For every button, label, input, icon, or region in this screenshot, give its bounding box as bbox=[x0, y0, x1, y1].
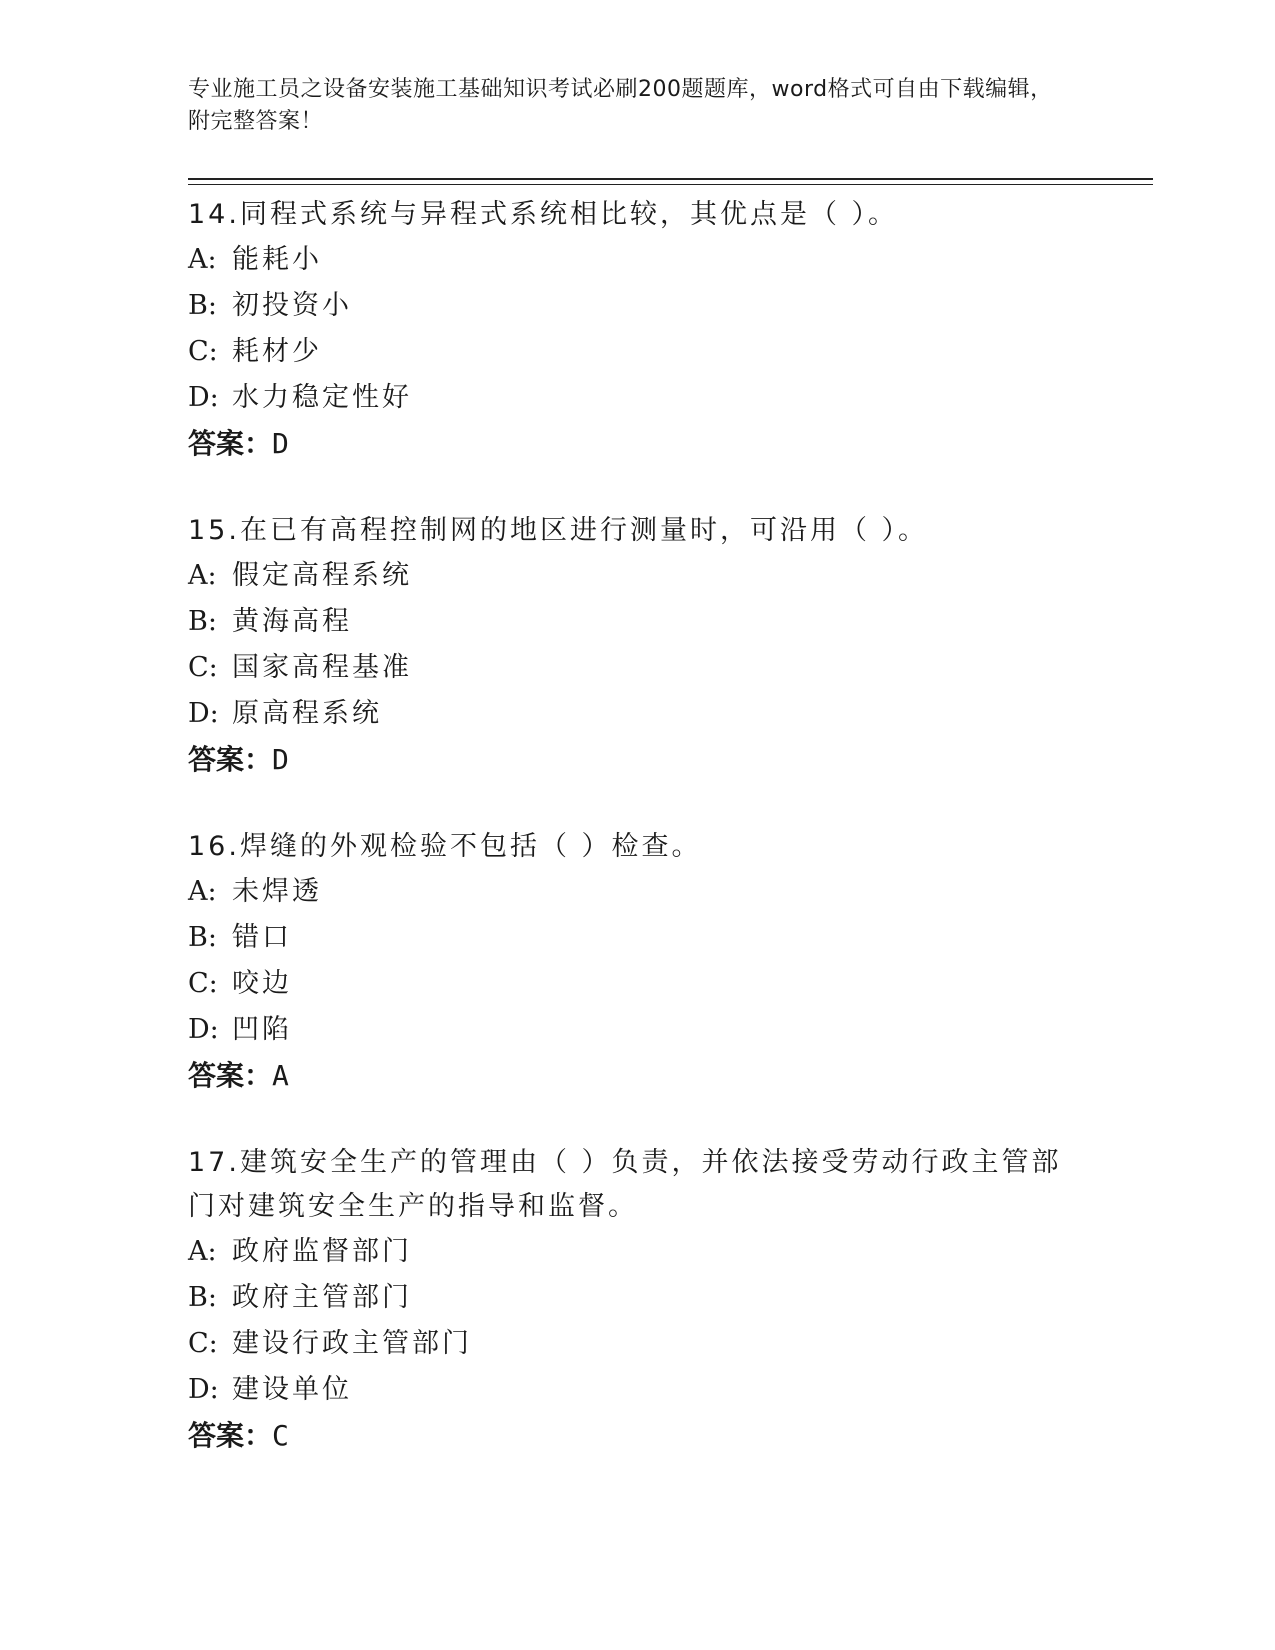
option-letter: D: bbox=[188, 1014, 219, 1045]
option-letter: B: bbox=[188, 1282, 217, 1313]
option-a bbox=[188, 869, 1088, 915]
answer-line bbox=[188, 737, 1088, 783]
header-divider-thin bbox=[188, 184, 1153, 185]
option-text: 政府主管部门 bbox=[232, 1282, 412, 1313]
option-c bbox=[188, 1321, 1088, 1367]
option-text: 政府监督部门 bbox=[232, 1236, 412, 1267]
answer-label: 答案： bbox=[188, 743, 273, 776]
answer-label: 答案： bbox=[188, 427, 273, 460]
option-letter: C: bbox=[188, 336, 218, 367]
option-d bbox=[188, 1007, 1088, 1053]
option-b bbox=[188, 283, 1088, 329]
option-text: 凹陷 bbox=[232, 1014, 292, 1045]
question-text: 14.同程式系统与异程式系统相比较，其优点是（ ）。 bbox=[188, 199, 899, 230]
option-letter: D: bbox=[188, 698, 219, 729]
option-letter: C: bbox=[188, 1328, 218, 1359]
option-letter: D: bbox=[188, 382, 219, 413]
answer-value: D bbox=[272, 427, 289, 460]
answer-value: A bbox=[272, 1059, 289, 1092]
option-letter: A: bbox=[188, 1236, 217, 1267]
answer-value: C bbox=[272, 1419, 289, 1452]
question-list bbox=[188, 193, 1088, 1501]
option-letter: B: bbox=[188, 922, 217, 953]
option-c bbox=[188, 961, 1088, 1007]
answer-label: 答案： bbox=[188, 1059, 273, 1092]
option-a bbox=[188, 1229, 1088, 1275]
option-text: 建设单位 bbox=[232, 1374, 352, 1405]
answer-line bbox=[188, 1413, 1088, 1459]
header-divider-thick bbox=[188, 178, 1153, 180]
option-letter: C: bbox=[188, 652, 218, 683]
option-letter: B: bbox=[188, 290, 217, 321]
option-b bbox=[188, 599, 1088, 645]
option-text: 水力稳定性好 bbox=[232, 382, 412, 413]
option-letter: D: bbox=[188, 1374, 219, 1405]
question-16 bbox=[188, 825, 1088, 1099]
option-a bbox=[188, 237, 1088, 283]
document-header: 专业施工员之设备安装施工基础知识考试必刷200题题库，word格式可自由下载编辑，附完整答案！ bbox=[188, 77, 1053, 134]
question-text: 15.在已有高程控制网的地区进行测量时，可沿用（ ）。 bbox=[188, 515, 929, 546]
option-letter: A: bbox=[188, 876, 217, 907]
option-b bbox=[188, 1275, 1088, 1321]
question-17 bbox=[188, 1141, 1088, 1459]
option-text: 建设行政主管部门 bbox=[232, 1328, 472, 1359]
option-text: 黄海高程 bbox=[232, 606, 352, 637]
option-d bbox=[188, 1367, 1088, 1413]
option-text: 原高程系统 bbox=[232, 698, 382, 729]
question-14 bbox=[188, 193, 1088, 467]
option-text: 能耗小 bbox=[232, 244, 322, 275]
option-text: 未焊透 bbox=[232, 876, 322, 907]
question-text: 16.焊缝的外观检验不包括（ ）检查。 bbox=[188, 831, 702, 862]
option-text: 耗材少 bbox=[232, 336, 322, 367]
option-d bbox=[188, 375, 1088, 421]
option-d bbox=[188, 691, 1088, 737]
option-b bbox=[188, 915, 1088, 961]
option-text: 咬边 bbox=[232, 968, 292, 999]
option-text: 错口 bbox=[232, 922, 292, 953]
option-letter: B: bbox=[188, 606, 217, 637]
option-letter: A: bbox=[188, 560, 217, 591]
question-15 bbox=[188, 509, 1088, 783]
answer-line bbox=[188, 1053, 1088, 1099]
question-text: 17.建筑安全生产的管理由（ ）负责，并依法接受劳动行政主管部门对建筑安全生产的指导和监督。 bbox=[188, 1147, 1062, 1222]
option-text: 初投资小 bbox=[232, 290, 352, 321]
option-c bbox=[188, 329, 1088, 375]
answer-value: D bbox=[272, 743, 289, 776]
option-letter: A: bbox=[188, 244, 217, 275]
option-text: 假定高程系统 bbox=[232, 560, 412, 591]
answer-line bbox=[188, 421, 1088, 467]
answer-label: 答案： bbox=[188, 1419, 273, 1452]
option-letter: C: bbox=[188, 968, 218, 999]
option-text: 国家高程基准 bbox=[232, 652, 412, 683]
option-c bbox=[188, 645, 1088, 691]
option-a bbox=[188, 553, 1088, 599]
